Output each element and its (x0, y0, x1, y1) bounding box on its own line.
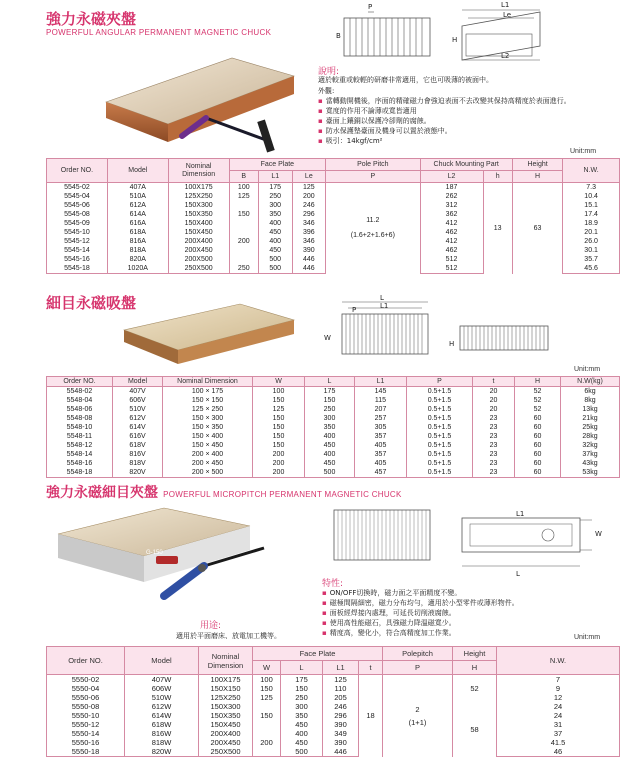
col-height: Height (453, 647, 497, 661)
col-h-small: h (483, 171, 512, 183)
section3-title-cn: 強力永磁細目夾盤 (46, 485, 158, 501)
bullet-dot-icon: ▪ (322, 609, 327, 617)
feature-heading: 特性: (322, 579, 344, 589)
table-row: 5548-02 407V 100 × 175 100 175 145 0.5+1.5 20 52 6kg (47, 387, 620, 397)
col-model: Model (107, 159, 168, 183)
section3-unit: Unit:mm (574, 634, 601, 641)
table-row: 5548-12 618V 150 × 450 150 450 405 0.5+1.5 23 60 32kg (47, 441, 620, 450)
diagram1-label-h: H (452, 36, 458, 44)
table-row: 5545-08 614A 150X350 150 350 296 362 17.4 (47, 210, 620, 219)
desc-line1: 適於較重或較輕的研磨非常適用，它也可吸薄的被面中。 (318, 76, 493, 84)
col-h: H (512, 171, 562, 183)
col-b: B (229, 171, 258, 183)
micropitch-chuck-diagram (318, 296, 618, 362)
angular-chuck-diagram (328, 4, 620, 62)
usage-text: 適用於平面磨床、放電加工機等。 (176, 632, 281, 640)
powerful-micropitch-diagram (322, 500, 618, 580)
desc-bullet: ▪ 防水保護墊臺面及機身可以置於液態中。 (318, 127, 452, 135)
col-w: W (253, 377, 305, 387)
bullet-dot-icon: ▪ (322, 619, 327, 627)
section3-title (46, 482, 402, 502)
micropitch-chuck-photo (120, 300, 298, 370)
product-badge: G-150 (146, 550, 163, 556)
table-row: 5550-06 510W 125X250 125 250 205 12 (47, 693, 620, 702)
col-l1: L1 (355, 377, 407, 387)
col-nominal: Nominal Dimension (163, 377, 253, 387)
section3-title-en: POWERFUL MICROPITCH PERMANENT MAGNETIC CHUCK (163, 490, 402, 499)
col-h: H (515, 377, 561, 387)
table-row: 5548-16 818V 200 × 450 200 450 405 0.5+1.5 23 60 43kg (47, 459, 620, 468)
table-row: 5550-16 818W 200X450 200 450 390 41.5 (47, 738, 620, 747)
diagram3-label-l1: L1 (516, 510, 525, 518)
col-le: Le (292, 171, 326, 183)
angular-chuck-photo (98, 42, 298, 154)
section1-title-cn: 強力永磁夾盤 (46, 10, 137, 28)
col-w: W (253, 661, 281, 675)
desc-bullets (318, 96, 618, 146)
col-face-plate: Face Plate (229, 159, 326, 171)
table-row: 5545-09 616A 150X400 400 346 412 18.9 (47, 219, 620, 228)
col-l1: L1 (323, 661, 359, 675)
section2-unit: Unit:mm (574, 366, 601, 373)
table-row: 5545-06 612A 150X300 300 246 312 15.1 (47, 201, 620, 210)
bullet-dot-icon: ▪ (322, 599, 327, 607)
micropitch-chuck-table (46, 376, 620, 478)
desc-bullet: ▪ 吸引：14kgf/cm² (318, 137, 383, 145)
table-row: 5550-18 820W 250X500 500 446 46 (47, 747, 620, 757)
col-order: Order NO. (47, 647, 125, 675)
col-p: P (383, 661, 453, 675)
col-order: Order NO. (47, 377, 113, 387)
table-row: 5550-04 606W 150X150 150 150 110 9 (47, 684, 620, 693)
col-l1: L1 (258, 171, 292, 183)
feature-item: ▪ 磁極間隔細密，磁力分布均勻，適用於小型零件或薄形物件。 (322, 599, 519, 607)
bullet-dot-icon: ▪ (318, 107, 323, 115)
diagram2-label-h: H (449, 340, 455, 348)
h-small-cell: 13 (483, 183, 512, 274)
diagram1-label-l1: L1 (501, 1, 510, 9)
table-row: 5550-10 614W 150X350 150 350 296 24 (47, 711, 620, 720)
diagram2-label-l1: L1 (380, 302, 389, 310)
col-l: L (305, 377, 355, 387)
pole-pitch-cell: 11.2 (1.6+2+1.6+6) (326, 183, 420, 274)
col-polepitch: Polepitch (383, 647, 453, 661)
col-nw: N.W. (563, 159, 620, 183)
powerful-micropitch-chuck-photo (52, 504, 270, 612)
table-row: 5545-16 820A 200X500 500 446 512 35.7 (47, 255, 620, 264)
table-row: 5545-18 1020A 250X500 250 500 446 512 45.6 (47, 264, 620, 274)
table-row: 5545-12 816A 200X400 200 400 346 412 26.0 (47, 237, 620, 246)
col-t: t (473, 377, 515, 387)
col-model: Model (125, 647, 199, 675)
table-row: 5545-04 510A 125X250 125 250 200 262 10.4 (47, 192, 620, 201)
feature-item: ▪ ON/OFF切換時，磁力面之平面精度不變。 (322, 589, 462, 597)
diagram3-label-w: W (595, 530, 602, 538)
desc-bullet: ▪ 臺面上鑲銅以保護冷卻劑的腐蝕。 (318, 117, 431, 125)
table-row: 5548-04 606V 150 × 150 150 150 115 0.5+1.5 20 52 8kg (47, 396, 620, 405)
diagram1-label-l2: L2 (501, 52, 510, 60)
polepitch-cell: 2 (1+1) (383, 675, 453, 757)
table-row: 5550-08 612W 150X300 300 246 58 24 (47, 702, 620, 711)
height-cell: 63 (512, 183, 562, 274)
powerful-micropitch-table (46, 646, 620, 757)
col-face-plate: Face Plate (253, 647, 383, 661)
section1-unit: Unit:mm (570, 148, 597, 155)
col-nominal: Nominal Dimension (168, 159, 229, 183)
height-cell-b: 58 (453, 702, 497, 757)
desc-sub: 外觀: (318, 87, 335, 95)
diagram1-label-b: B (336, 32, 341, 40)
table-row: 5545-02 407A 100X175 100 175 125 11.2 (1.6+2+1.6+6) 187 13 63 7.3 (47, 183, 620, 193)
col-model: Model (113, 377, 163, 387)
bullet-dot-icon: ▪ (318, 117, 323, 125)
col-nw: N.W. (497, 647, 620, 675)
diagram3-label-l: L (516, 570, 520, 578)
table-row: 5550-14 816W 200X400 400 349 37 (47, 729, 620, 738)
diagram1-label-p: P (368, 3, 373, 11)
col-pole-pitch: Pole Pitch (326, 159, 420, 171)
table-row: 5550-12 618W 150X450 450 390 31 (47, 720, 620, 729)
bullet-dot-icon: ▪ (322, 629, 327, 637)
feature-list (322, 588, 618, 638)
bullet-dot-icon: ▪ (322, 589, 327, 597)
col-p: P (326, 171, 420, 183)
desc-bullet: ▪ 寬度的作用不論薄或寬皆適用 (318, 107, 417, 115)
t-cell: 18 (359, 675, 383, 757)
feature-item: ▪ 使用高性能磁石，具強磁力降溫磁寬少。 (322, 619, 456, 627)
diagram1-label-le: Le (503, 11, 512, 19)
col-h: H (453, 661, 497, 675)
diagram2-label-l: L (380, 294, 384, 302)
table-row: 5548-10 614V 150 × 350 150 350 305 0.5+1.5 23 60 25kg (47, 423, 620, 432)
table-row: 5545-10 618A 150X450 450 396 462 20.1 (47, 228, 620, 237)
col-l2: L2 (420, 171, 483, 183)
col-t: t (359, 661, 383, 675)
angular-chuck-table (46, 158, 620, 274)
col-order: Order NO. (47, 159, 108, 183)
table-row: 5545-14 818A 200X450 450 390 462 30.1 (47, 246, 620, 255)
col-nominal: Nominal Dimension (199, 647, 253, 675)
table-row: 5548-06 510V 125 × 250 125 250 207 0.5+1.5 20 52 13kg (47, 405, 620, 414)
bullet-dot-icon: ▪ (318, 127, 323, 135)
table-row: 5550-02 407W 100X175 100 175 125 18 2 (1+1) 52 7 (47, 675, 620, 685)
desc-heading: 說明: (318, 67, 340, 77)
table-row: 5548-14 816V 200 × 400 200 400 357 0.5+1.5 23 60 37kg (47, 450, 620, 459)
diagram2-label-w: W (324, 334, 331, 342)
table-row: 5548-11 616V 150 × 400 150 400 357 0.5+1.5 23 60 28kg (47, 432, 620, 441)
section1-title-en: POWERFUL ANGULAR PERMANENT MAGNETIC CHUCK (46, 28, 272, 37)
col-nw: N.W(kg) (561, 377, 620, 387)
height-cell-a: 52 (453, 675, 497, 703)
table-row: 5548-18 820V 200 × 500 200 500 457 0.5+1.5 23 60 53kg (47, 468, 620, 478)
section2-title-cn: 細目永磁吸盤 (46, 294, 137, 312)
bullet-dot-icon: ▪ (318, 137, 323, 145)
feature-item: ▪ 面板經焊接內處理，可延長切削液腐蝕。 (322, 609, 456, 617)
table-row: 5548-08 612V 150 × 300 150 300 257 0.5+1.5 23 60 21kg (47, 414, 620, 423)
col-l: L (281, 661, 323, 675)
feature-item: ▪ 精度高，變化小，符合高精度加工作業。 (322, 629, 456, 637)
bullet-dot-icon: ▪ (318, 97, 323, 105)
col-p: P (407, 377, 473, 387)
col-chuck-mounting: Chuck Mounting Part (420, 159, 512, 171)
usage-heading: 用途: (200, 621, 222, 631)
diagram2-label-p: P (352, 306, 357, 314)
desc-bullet: ▪ 當轉動開機後，序面的精確磁力會強迫表面不去改變其保持高精度於表面進行。 (318, 97, 571, 105)
col-height: Height (512, 159, 562, 171)
